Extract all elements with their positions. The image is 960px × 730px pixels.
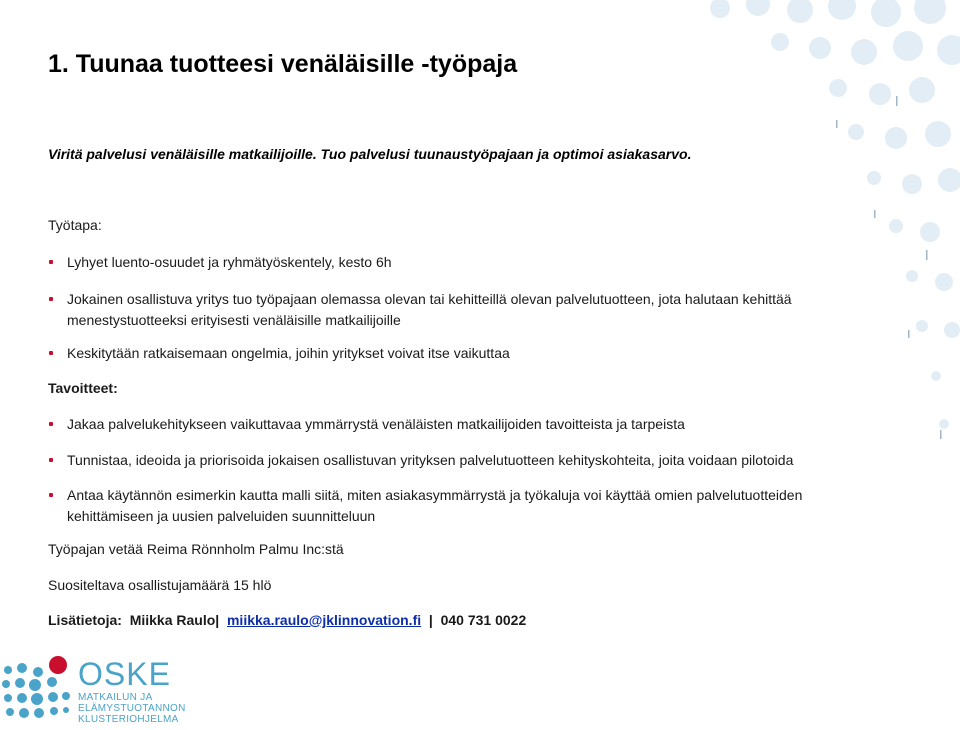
subtitle: Viritä palvelusi venäläisille matkailijoille. Tuo palvelusi tuunaustyöpajaan ja optimoi asiakasarvo. [48,146,692,162]
contact-label: Lisätietoja: [48,612,122,628]
work-method-heading: Työtapa: [48,217,102,233]
logo-line: KLUSTERIOHJELMA [78,714,179,725]
oske-logo [0,652,200,725]
contact-email-link[interactable]: miikka.raulo@jklinnovation.fi [226,612,422,628]
goals-list [48,450,878,471]
work-method-list [48,252,878,273]
contact-info [48,612,526,628]
page-title: 1. Tuunaa tuotteesi venäläisille -työpaja [48,50,518,78]
contact-phone: 040 731 0022 [440,612,527,628]
separator: | [428,612,433,628]
goals-heading: Tavoitteet: [48,380,118,396]
goals-list [48,485,878,527]
logo-wordmark: OSKE [78,656,171,692]
decorative-dot-pattern [660,0,960,560]
contact-name: Miikka Raulo [129,612,216,628]
work-method-list [48,343,878,364]
logo-line: MATKAILUN JA [78,692,153,703]
list-item: Antaa käytännön esimerkin kautta malli siitä, miten asiakasymmärrystä ja työkaluja voi käyttää omien palvelutuotteiden kehittämiseen ja uusien palveluiden suunnitteluun [48,485,878,527]
participant-count: Suositeltava osallistujamäärä 15 hlö [48,577,272,593]
workshop-leader: Työpajan vetää Reima Rönnholm Palmu Inc:stä [48,541,344,557]
logo-dots-icon [0,652,78,725]
separator: | [215,612,220,628]
list-item: Keskitytään ratkaisemaan ongelmia, joihin yritykset voivat itse vaikuttaa [48,343,878,364]
list-item: Jokainen osallistuva yritys tuo työpajaan olemassa olevan tai kehitteillä olevan palvelutuotteen, jota halutaan kehittää menestystuotteeksi erityisesti venäläisille matkailijoille [48,289,878,331]
logo-line: ELÄMYSTUOTANNON [78,703,186,714]
goals-list [48,414,878,435]
list-item: Jakaa palvelukehitykseen vaikuttavaa ymmärrystä venäläisten matkailijoiden tavoitteista ja tarpeista [48,414,878,435]
list-item: Lyhyet luento-osuudet ja ryhmätyöskentely, kesto 6h [48,252,878,273]
list-item: Tunnistaa, ideoida ja priorisoida jokaisen osallistuvan yrityksen palvelutuotteen kehityskohteita, joita voidaan pilotoida [48,450,878,471]
work-method-list [48,289,878,331]
